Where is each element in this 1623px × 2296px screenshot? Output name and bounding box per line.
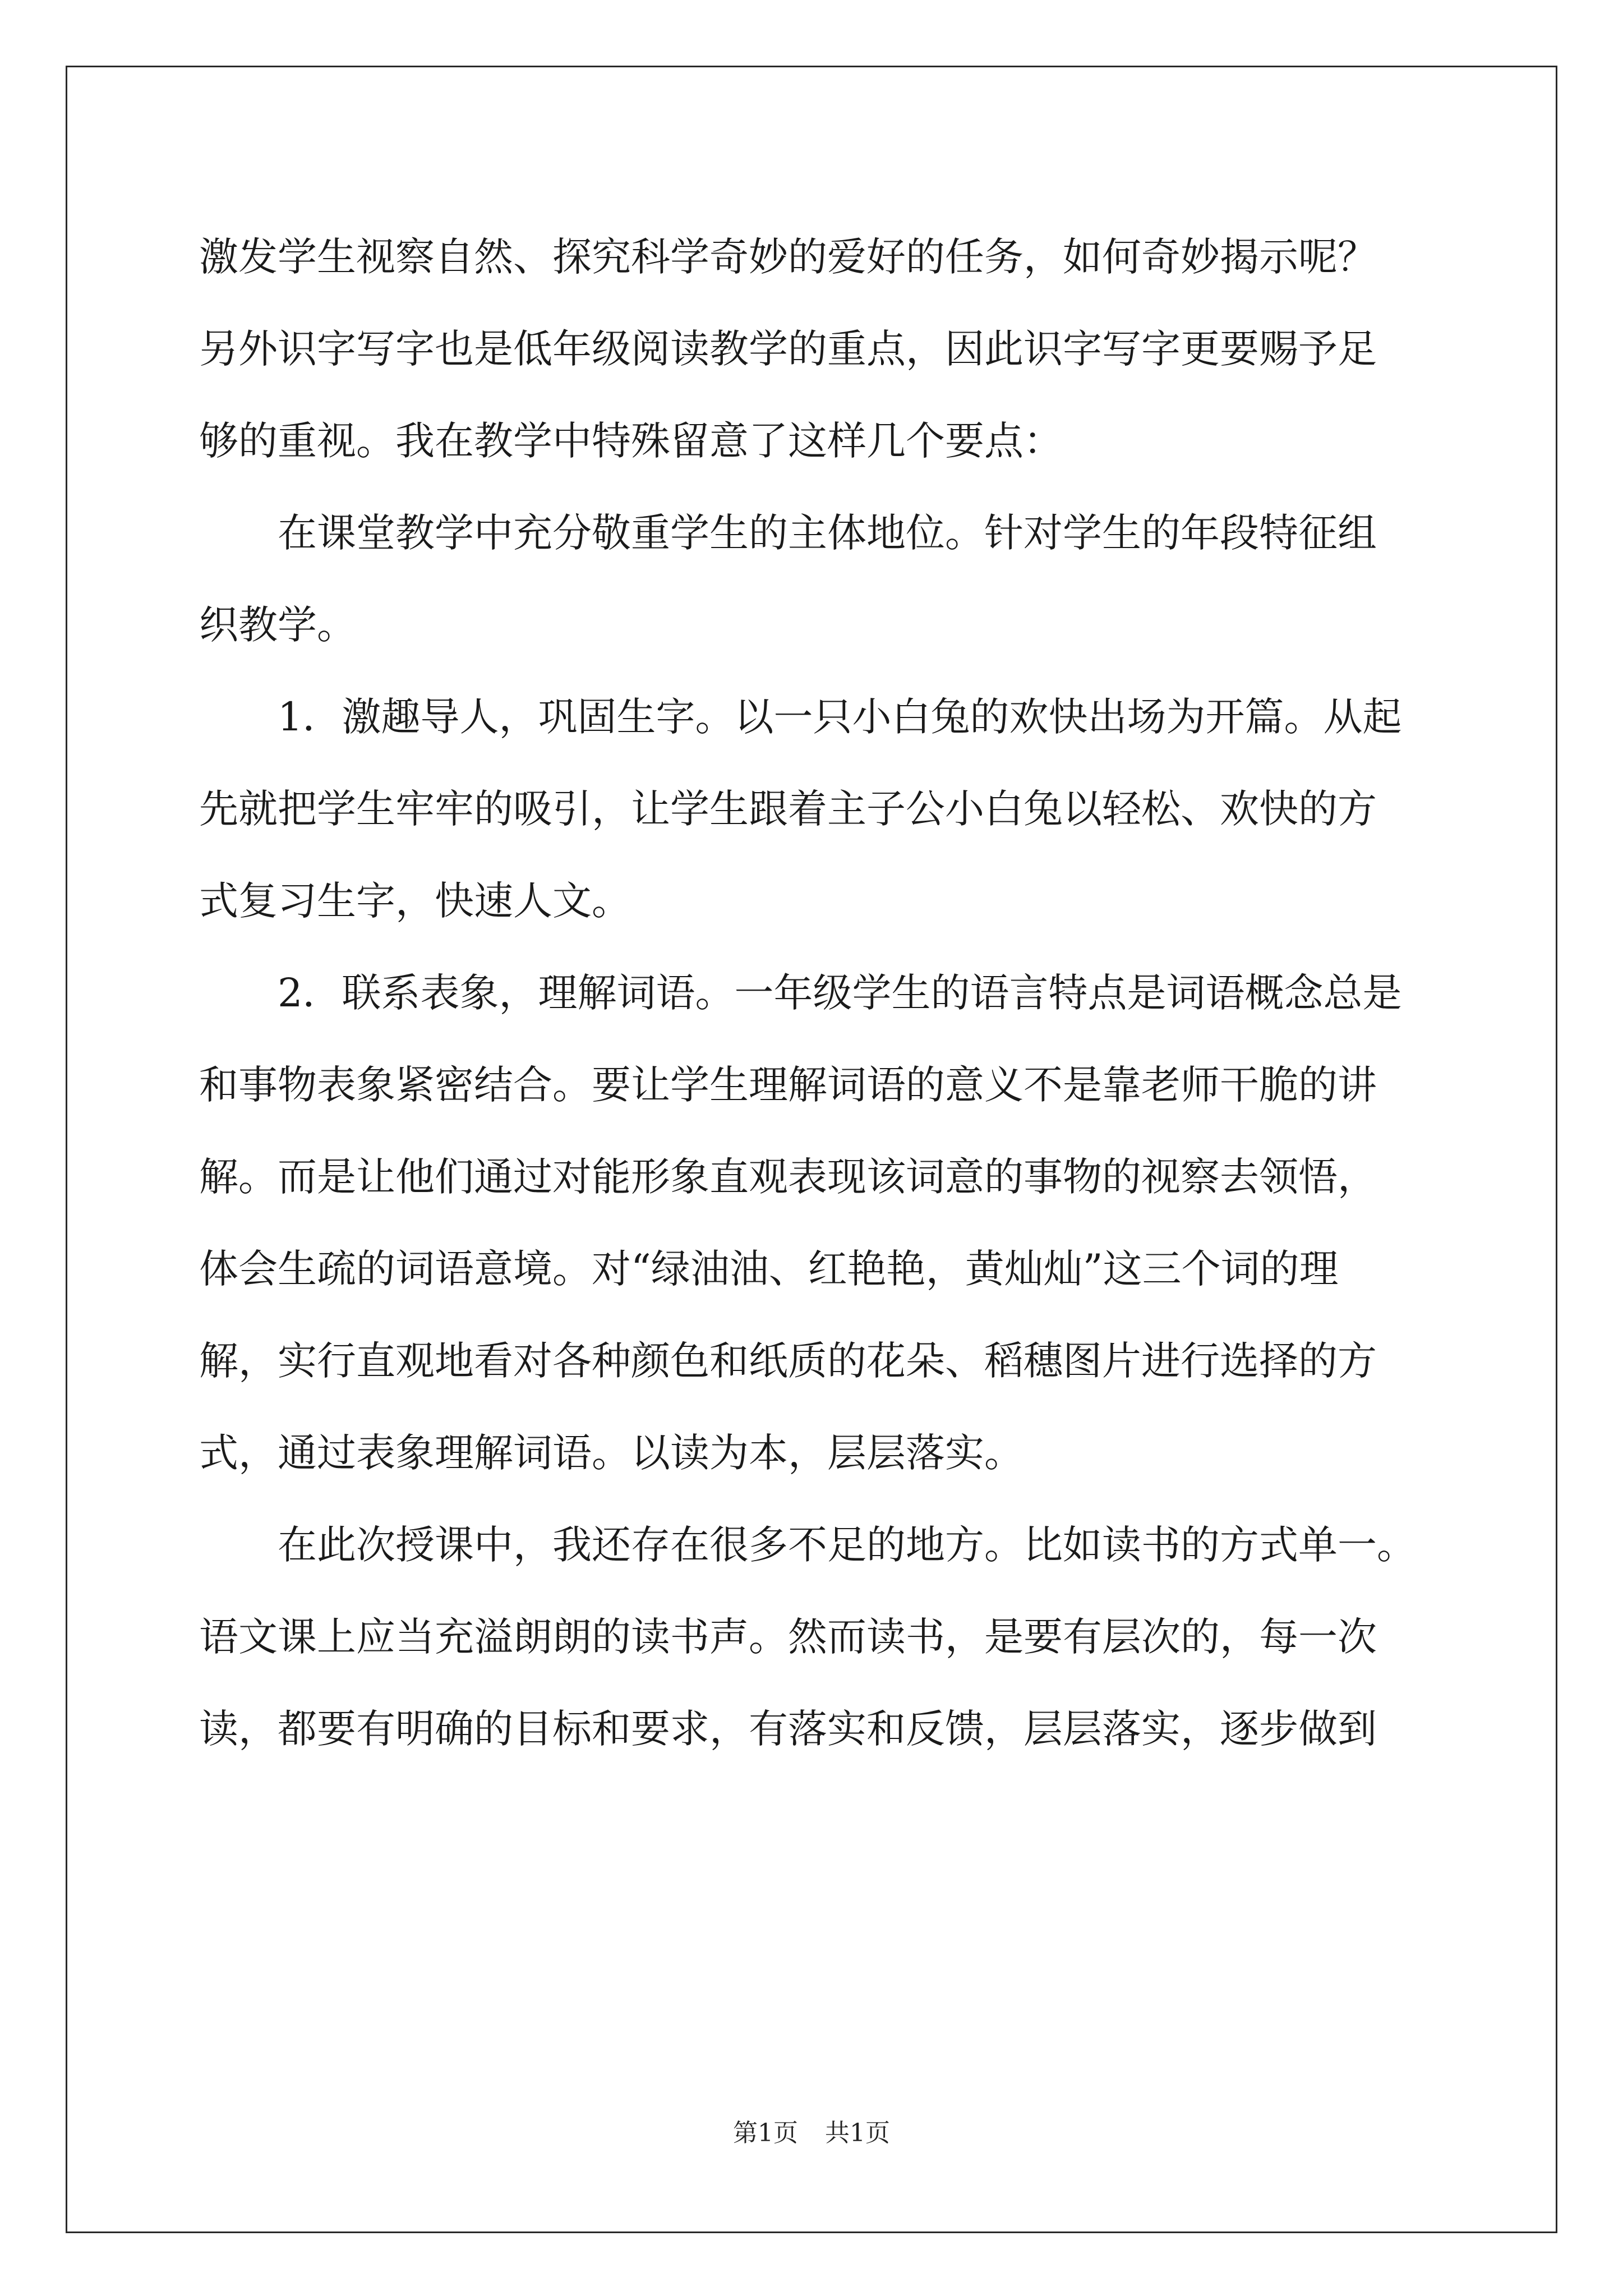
page-footer [0,2116,1623,2150]
text-line: 在此次授课中，我还存在很多不足的地方。比如读书的方式单一。 [199,1522,1416,1568]
text-line: 式复习生字，快速人文。 [199,878,631,924]
page-number: 第1页 [733,2119,798,2147]
page-total: 共1页 [825,2119,890,2147]
text-line: 语文课上应当充溢朗朗的读书声。然而读书，是要有层次的，每一次 [199,1614,1377,1660]
text-line: 激发学生视察自然、探究科学奇妙的爱好的任务，如何奇妙揭示呢？ [199,234,1377,280]
text-line: 先就把学生牢牢的吸引，让学生跟着主子公小白兔以轻松、欢快的方 [199,786,1377,832]
document-body [199,211,1433,1775]
text-line: 在课堂教学中充分敬重学生的主体地位。针对学生的年段特征组 [199,510,1377,556]
text-line: 够的重视。我在教学中特殊留意了这样几个要点： [199,418,1063,464]
text-line: 体会生疏的词语意境。对“绿油油、红艳艳，黄灿灿”这三个词的理 [199,1246,1339,1292]
text-line: 和事物表象紧密结合。要让学生理解词语的意义不是靠老师干脆的讲 [199,1062,1377,1108]
text-line: 2．联系表象，理解词语。一年级学生的语言特点是词语概念总是 [199,970,1402,1016]
text-line: 织教学。 [199,602,356,648]
text-line: 式，通过表象理解词语。以读为本，层层落实。 [199,1430,1023,1476]
text-line: 解，实行直观地看对各种颜色和纸质的花朵、稻穗图片进行选择的方 [199,1338,1377,1384]
text-line: 读，都要有明确的目标和要求，有落实和反馈，层层落实，逐步做到 [199,1706,1377,1752]
text-line: 解。而是让他们通过对能形象直观表现该词意的事物的视察去领悟， [199,1154,1377,1200]
text-line: 1．激趣导人，巩固生字。以一只小白兔的欢快出场为开篇。从起 [199,694,1402,740]
text-line: 另外识字写字也是低年级阅读教学的重点，因此识字写字更要赐予足 [199,326,1377,372]
